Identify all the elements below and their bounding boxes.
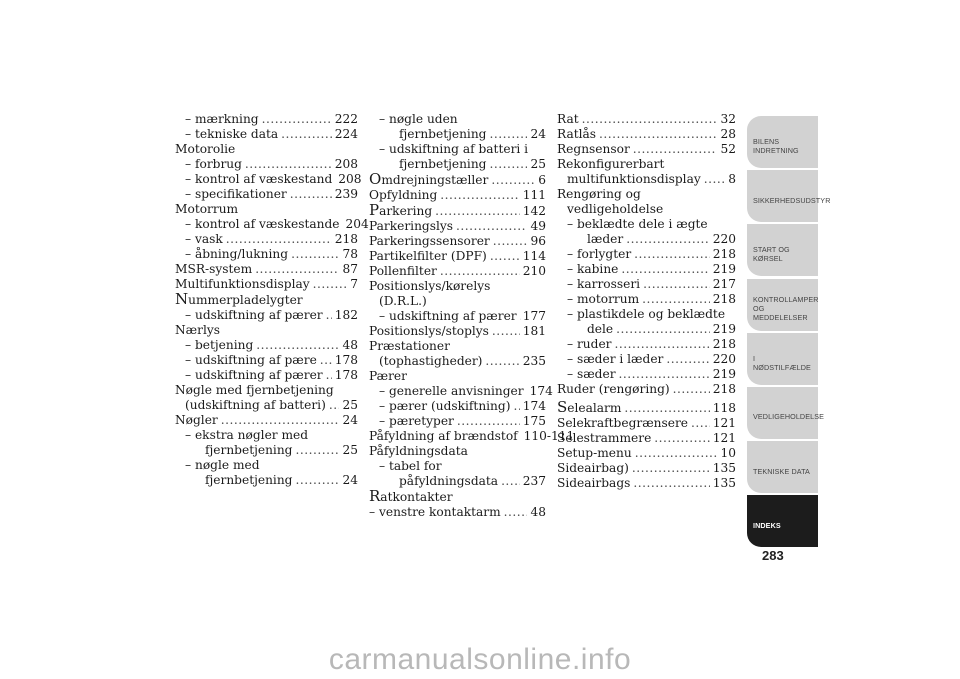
entry-text: – vask [185, 232, 223, 246]
section-tab-label: KONTROLLAMPER OG MEDDELELSER [753, 295, 819, 323]
entry-text: – kabine [567, 262, 619, 276]
dot-leader [626, 232, 710, 247]
dot-leader [326, 368, 332, 383]
section-tab-label: I NØDSTILFÆLDE [753, 353, 811, 372]
page-reference: 237 [522, 474, 546, 488]
page-reference: 219 [712, 367, 736, 381]
entry-text: MSR-system [175, 262, 253, 276]
dot-leader [666, 352, 709, 367]
section-tab-label: VEDLIGEHOLDELSE [753, 412, 825, 422]
page-reference: 239 [334, 187, 358, 201]
dot-leader [440, 188, 519, 203]
dot-leader [691, 416, 710, 431]
page-reference: 224 [334, 127, 358, 141]
index-entry [557, 187, 736, 217]
entry-text: – udskiftning af pære [185, 353, 317, 367]
dot-leader [490, 249, 520, 264]
page-reference: 78 [342, 247, 358, 261]
index-column-1 [175, 112, 369, 488]
page-reference: 222 [334, 112, 358, 126]
index-entry [175, 413, 358, 428]
index-entry [369, 339, 546, 369]
page-reference: 210 [522, 264, 546, 278]
index-entry [369, 203, 546, 219]
entry-text: – specifikationer [185, 187, 287, 201]
dot-leader [456, 219, 527, 234]
entry-text: Pollenfilter [369, 264, 437, 278]
dot-leader [255, 262, 339, 277]
entry-text: Parkering [369, 201, 433, 219]
index-entry [557, 277, 736, 292]
entry-text: – udskiftning af pærer [185, 368, 323, 382]
dot-leader [642, 292, 710, 307]
entry-text: – mærkning [185, 112, 259, 126]
section-tab[interactable] [747, 441, 818, 493]
page-reference: 10 [720, 446, 736, 460]
entry-text: (udskiftning af batteri) [185, 398, 326, 412]
index-entry [175, 142, 358, 157]
entry-text: – pærer (udskiftning) [379, 399, 511, 413]
entry-text: – sæder [567, 367, 616, 381]
index-entry [175, 353, 358, 368]
index-entry [175, 112, 358, 127]
index-entry [175, 157, 358, 172]
index-entry [557, 352, 736, 367]
page-reference: 142 [522, 204, 546, 218]
entry-text: vedligeholdelse [567, 202, 664, 216]
index-entry [557, 461, 736, 476]
page-reference: 48 [342, 338, 358, 352]
page-reference: 218 [712, 292, 736, 306]
dot-leader [221, 413, 340, 428]
page-reference: 121 [712, 416, 736, 430]
index-entry [175, 292, 358, 308]
dot-leader [504, 505, 528, 520]
entry-text: – forlygter [567, 247, 632, 261]
page-reference: 181 [522, 324, 546, 338]
entry-text: Sideairbags [557, 476, 631, 490]
index-entry [369, 459, 546, 489]
entry-text: påfyldningsdata [399, 474, 499, 488]
index-entry [557, 307, 736, 337]
entry-text: Påfyldningsdata [369, 444, 468, 458]
index-entry [175, 383, 358, 413]
index-entry [369, 309, 546, 324]
entry-text: Setup-menu [557, 446, 632, 460]
entry-text: dele [587, 322, 614, 336]
entry-text: – generelle anvisninger [379, 384, 524, 398]
section-tab-label: BILENS INDRETNING [753, 137, 799, 155]
index-entry [369, 188, 546, 203]
dot-leader [295, 443, 339, 458]
dot-leader [295, 473, 339, 488]
page-reference: 218 [334, 232, 358, 246]
entry-text: – ruder [567, 337, 612, 351]
entry-text: Præstationer [369, 339, 450, 353]
page-reference: 175 [522, 414, 546, 428]
dot-leader [599, 127, 717, 142]
index-entry [369, 249, 546, 264]
dot-leader [489, 157, 527, 172]
dot-leader [614, 337, 709, 352]
dot-leader [485, 354, 519, 369]
entry-text: Nummerpladelygter [175, 290, 303, 308]
dot-leader [513, 399, 519, 414]
entry-text: – ekstra nøgler med [185, 428, 309, 442]
dot-leader [281, 127, 332, 142]
index-entry [557, 127, 736, 142]
index-entry [557, 262, 736, 277]
index-entry [557, 142, 736, 157]
page-reference: 218 [712, 382, 736, 396]
section-tab-label: SIKKERHEDSUDSTYR [753, 195, 831, 205]
entry-text: Motorolie [175, 142, 236, 156]
dot-leader [621, 262, 709, 277]
page-reference: 7 [350, 277, 358, 291]
dot-leader [489, 127, 527, 142]
dot-leader [435, 204, 520, 219]
entry-text: – udskiftning af batteri i [379, 142, 529, 156]
entry-text: Ratkontakter [369, 487, 453, 505]
section-tab-label: TEKNISKE DATA [753, 466, 810, 476]
page-reference: 219 [712, 322, 736, 336]
page-reference: 174 [522, 399, 546, 413]
page-reference: 218 [712, 337, 736, 351]
dot-leader [643, 277, 710, 292]
index-entry [369, 489, 546, 505]
index-entry [369, 399, 546, 414]
index-entry [175, 323, 358, 338]
dot-leader [320, 353, 332, 368]
dot-leader [457, 414, 520, 429]
index-entry [175, 247, 358, 262]
dot-leader [329, 398, 340, 413]
page-reference: 24 [342, 413, 358, 427]
page-reference: 96 [530, 234, 546, 248]
dot-leader [633, 476, 709, 491]
entry-text: – nøgle uden [379, 112, 458, 126]
index-column-3 [557, 112, 736, 491]
entry-text: Ruder (rengøring) [557, 382, 670, 396]
entry-text: Rat [557, 112, 579, 126]
entry-text: – plastikdele og beklædte [567, 307, 726, 321]
section-tab[interactable] [747, 224, 818, 276]
index-entry [369, 264, 546, 279]
entry-text: (D.R.L.) [379, 294, 427, 308]
entry-text: Opfyldning [369, 188, 438, 202]
entry-text: Multifunktionsdisplay [175, 277, 310, 291]
page-reference: 135 [712, 476, 736, 490]
entry-text: – pæretyper [379, 414, 454, 428]
index-entry [369, 505, 546, 520]
entry-text: Omdrejningstæller [369, 170, 489, 188]
entry-text: – venstre kontaktarm [369, 505, 501, 519]
page-reference: 208 [334, 157, 358, 171]
index-entry [557, 247, 736, 262]
index-entry [369, 112, 546, 142]
entry-text: fjernbetjening [205, 473, 293, 487]
index-entry [557, 476, 736, 491]
index-entry [557, 382, 736, 397]
entry-text: – udskiftning af pærer [185, 308, 323, 322]
page-reference: 178 [334, 368, 358, 382]
index-entry [369, 172, 546, 188]
page-reference: 220 [712, 232, 736, 246]
dot-leader [245, 157, 332, 172]
page-reference: 25 [342, 443, 358, 457]
index-entry [175, 368, 358, 383]
page-reference: 111 [522, 188, 546, 202]
entry-text: læder [587, 232, 624, 246]
entry-text: Selekraftbegrænsere [557, 416, 689, 430]
page-reference: 135 [712, 461, 736, 475]
entry-text: Påfyldning af brændstof [369, 429, 518, 443]
page-reference: 32 [720, 112, 736, 126]
index-entry [175, 232, 358, 247]
entry-text: Nøgle med fjernbetjening [175, 383, 334, 397]
entry-text: – udskiftning af pærer [379, 309, 517, 323]
entry-text: Rengøring og [557, 187, 641, 201]
index-entry [369, 279, 546, 309]
entry-text: – kontrol af væskestand [185, 172, 333, 186]
section-tab[interactable] [747, 495, 818, 547]
page-reference: 25 [530, 157, 546, 171]
entry-text: Parkeringssensorer [369, 234, 490, 248]
index-entry [557, 416, 736, 431]
entry-text: – motorrum [567, 292, 640, 306]
entry-text: – nøgle med [185, 458, 260, 472]
index-entry [175, 187, 358, 202]
dot-leader [616, 322, 710, 337]
section-tab[interactable] [747, 116, 818, 168]
entry-text: Nøgler [175, 413, 218, 427]
page-reference: 48 [530, 505, 546, 519]
dot-leader [226, 232, 332, 247]
index-entry [369, 429, 575, 444]
entry-text: Motorrum [175, 202, 239, 216]
section-tab[interactable] [747, 279, 818, 331]
dot-leader [326, 308, 332, 323]
entry-text: multifunktionsdisplay [567, 172, 701, 186]
index-entry [175, 217, 369, 232]
entry-text: Positionslys/stoplys [369, 324, 489, 338]
entry-text: Parkeringslys [369, 219, 454, 233]
entry-text: (tophastigheder) [379, 354, 483, 368]
dot-leader [619, 367, 710, 382]
index-entry [175, 172, 362, 187]
dot-leader [493, 234, 528, 249]
page-reference: 114 [522, 249, 546, 263]
dot-leader [654, 431, 709, 446]
dot-leader [492, 324, 520, 339]
index-entry [175, 277, 358, 292]
index-column-2 [369, 112, 575, 520]
index-entry [557, 337, 736, 352]
page-reference: 208 [338, 172, 362, 186]
index-entry [557, 367, 736, 382]
index-entry [369, 142, 546, 172]
index-entry [369, 369, 546, 384]
page-reference: 24 [530, 127, 546, 141]
entry-text: Ratlås [557, 127, 597, 141]
page-reference: 178 [334, 353, 358, 367]
index-entry [175, 308, 358, 323]
dot-leader [632, 461, 710, 476]
dot-leader [673, 382, 710, 397]
dot-leader [440, 264, 520, 279]
entry-text: – tekniske data [185, 127, 279, 141]
page-reference: 118 [712, 401, 736, 415]
entry-text: – forbrug [185, 157, 242, 171]
dot-leader [262, 112, 332, 127]
index-entry [557, 292, 736, 307]
index-entry [557, 157, 736, 187]
page-reference: 121 [712, 431, 736, 445]
entry-text: Selestrammere [557, 431, 652, 445]
page-reference: 219 [712, 262, 736, 276]
page-reference: 25 [342, 398, 358, 412]
page-reference: 220 [712, 352, 736, 366]
entry-text: fjernbetjening [205, 443, 293, 457]
entry-text: Regnsensor [557, 142, 630, 156]
dot-leader [501, 474, 520, 489]
section-tab-label: INDEKS [753, 520, 781, 530]
dot-leader [582, 112, 718, 127]
entry-text: Positionslys/kørelys [369, 279, 491, 293]
page-reference: 87 [342, 262, 358, 276]
index-entry [175, 428, 358, 458]
entry-text: – tabel for [379, 459, 442, 473]
index-entry [369, 444, 546, 459]
entry-text: Sideairbag) [557, 461, 629, 475]
index-entry [175, 458, 358, 488]
page-reference: 217 [712, 277, 736, 291]
dot-leader [313, 277, 348, 292]
page-reference: 24 [342, 473, 358, 487]
entry-text: – åbning/lukning [185, 247, 289, 261]
page-reference: 204 [345, 217, 369, 231]
entry-text: – kontrol af væskestande [185, 217, 340, 231]
index-entry [557, 217, 736, 247]
page-reference: 174 [529, 384, 553, 398]
index-entry [557, 400, 736, 416]
index-entry [369, 324, 546, 339]
dot-leader [704, 172, 725, 187]
page-reference: 110-111 [523, 429, 575, 443]
dot-leader [624, 401, 709, 416]
entry-text: Pærer [369, 369, 407, 383]
page-reference: 6 [538, 173, 546, 187]
entry-text: fjernbetjening [399, 127, 487, 141]
page-reference: 177 [522, 309, 546, 323]
entry-text: Partikelfilter (DPF) [369, 249, 487, 263]
index-entry [175, 202, 358, 217]
index-entry [369, 219, 546, 234]
section-tab[interactable] [747, 387, 825, 439]
dot-leader [634, 247, 710, 262]
watermark-text: carmanualsonline.info [328, 643, 632, 676]
entry-text: Selealarm [557, 398, 622, 416]
page-reference: 182 [334, 308, 358, 322]
dot-leader [256, 338, 339, 353]
index-entry [369, 414, 546, 429]
dot-leader [491, 173, 535, 188]
page-number: 283 [762, 548, 784, 563]
index-entry [557, 431, 736, 446]
index-entry [557, 446, 736, 461]
index-entry [175, 262, 358, 277]
page-reference: 52 [720, 142, 736, 156]
page-reference: 28 [720, 127, 736, 141]
index-entry [175, 338, 358, 353]
dot-leader [633, 142, 718, 157]
entry-text: Nærlys [175, 323, 220, 337]
entry-text: – betjening [185, 338, 254, 352]
dot-leader [635, 446, 718, 461]
entry-text: fjernbetjening [399, 157, 487, 171]
section-tab[interactable] [747, 333, 818, 385]
page-reference: 49 [530, 219, 546, 233]
dot-leader [290, 187, 332, 202]
section-tabs [747, 116, 831, 550]
entry-text: Rekonfigurerbart [557, 157, 665, 171]
entry-text: – beklædte dele i ægte [567, 217, 708, 231]
entry-text: – sæder i læder [567, 352, 664, 366]
page-reference: 218 [712, 247, 736, 261]
index-entry [369, 234, 546, 249]
section-tab-label: START OG KØRSEL [753, 245, 790, 264]
index-entry [557, 112, 736, 127]
dot-leader [291, 247, 339, 262]
index-entry [369, 384, 553, 399]
page-reference: 235 [522, 354, 546, 368]
page-reference: 8 [728, 172, 736, 186]
index-entry [175, 127, 358, 142]
section-tab[interactable] [747, 170, 831, 222]
entry-text: – karrosseri [567, 277, 641, 291]
